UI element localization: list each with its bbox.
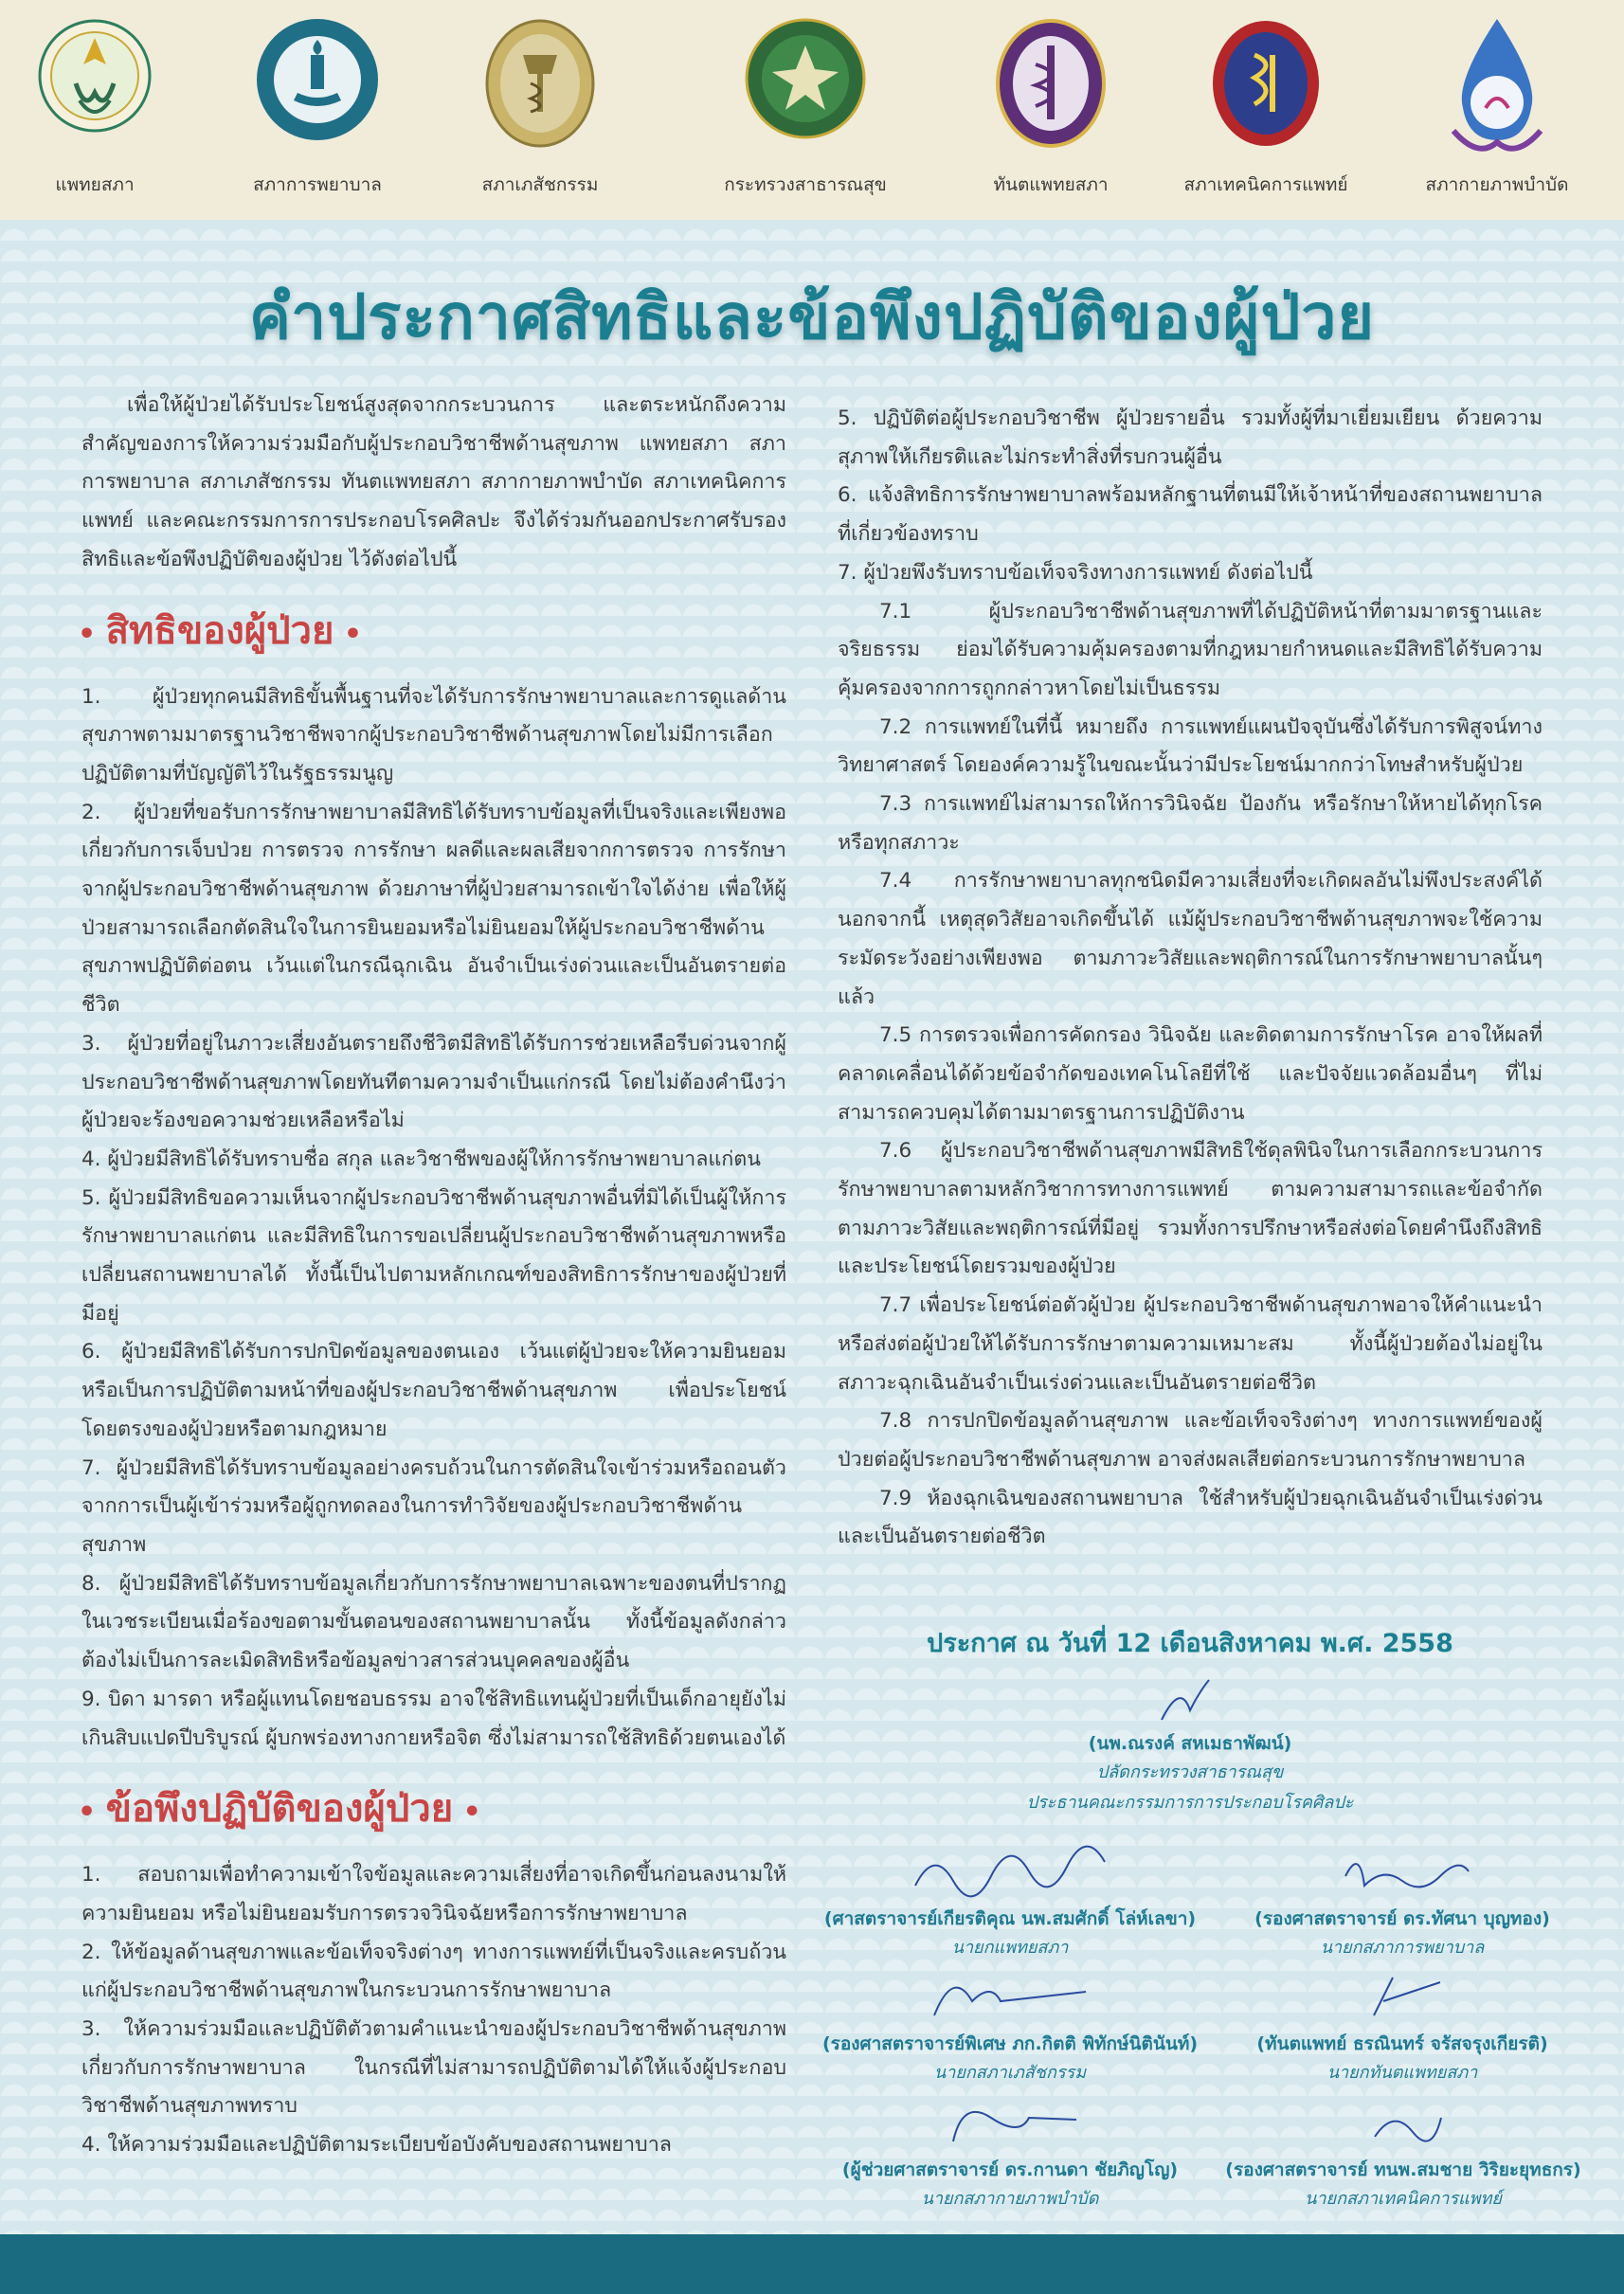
medical-technology-council-logo: [1171, 17, 1361, 207]
duties-subitem: 7.6 ผู้ประกอบวิชาชีพด้านสุขภาพมีสิทธิใช้ดุลพินิจในการเลือกกระบวนการรักษาพยาบาลตามหลักวิชาการทางการแพทย์ ตามความสามารถและข้อจำกัดตามภาวะวิสัยและพฤติการณ์ที่มีอยู่ รวมทั้งการปรึกษาหรือส่งต่อโดยคำนึงถึงสิทธิและประโยชน์โดยรวมของผู้ป่วย: [838, 1139, 1543, 1279]
duties-item: 1. สอบถามเพื่อทำความเข้าใจข้อมูลและความเสี่ยงที่อาจเกิดขึ้นก่อนลงนามให้ความยินยอม หรือไม่ยินยอมรับการตรวจวินิจฉัยหรือการรักษาพยาบาล: [81, 1863, 786, 1925]
pharmacy-council-logo: [445, 17, 635, 207]
duties-item: 5. ปฏิบัติต่อผู้ประกอบวิชาชีพ ผู้ป่วยรายอื่น รวมทั้งผู้ที่มาเยี่ยมเยียน ด้วยความสุภาพให้เกียรติและไม่กระทำสิ่งที่รบกวนผู้อื่น: [838, 406, 1543, 469]
duties-subitem: 7.1 ผู้ประกอบวิชาชีพด้านสุขภาพที่ได้ปฏิบัติหน้าที่ตามมาตรฐานและจริยธรรม ย่อมได้รับความคุ้มครองตามที่กฎหมายกำหนดและมีสิทธิได้รับความคุ้มครองจากการถูกกล่าวหาโดยไม่เป็นธรรม: [838, 599, 1543, 700]
signature-scribble: [1346, 2089, 1460, 2156]
duties-subitem: 7.3 การแพทย์ไม่สามารถให้การวินิจฉัย ป้องกัน หรือรักษาให้หายได้ทุกโรคหรือทุกสภาวะ: [838, 792, 1543, 855]
duties-subitem: 7.5 การตรวจเพื่อการคัดกรอง วินิจฉัย และติดตามการรักษาโรค อาจให้ผลที่คลาดเคลื่อนได้ด้วยข้อจำกัดของเทคโนโลยีที่ใช้ และปัจจัยแวดล้อมอื่นๆ ที่ไม่สามารถควบคุมได้ตามมาตรฐานการปฏิบัติงาน: [838, 1023, 1543, 1125]
signatory-position: นายกทันตแพทยสภา: [1326, 2063, 1478, 2083]
signatory-name: (ผู้ช่วยศาสตราจารย์ ดร.กานดา ชัยภิญโญ): [841, 2159, 1179, 2180]
rights-item: 8. ผู้ป่วยมีสิทธิได้รับทราบข้อมูลเกี่ยวกับการรักษาพยาบาลเฉพาะของตนที่ปรากฏในเวชระเบียนเมื่อร้องขอตามขั้นตอนของสถานพยาบาลนั้น ทั้งนี้ข้อมูลดังกล่าวต้องไม่เป็นการละเมิดสิทธิหรือข้อมูลข่าวสารส่วนบุคคลของผู้อื่น: [81, 1571, 786, 1673]
intro-paragraph: เพื่อให้ผู้ป่วยได้รับประโยชน์สูงสุดจากกระบวนการ และตระหนักถึงความสำคัญของการให้ความร่วมมือกับผู้ประกอบวิชาชีพด้านสุขภาพ แพทยสภา สภาการพยาบาล สภาเภสัชกรรม ทันตแพทยสภา สภากายภาพบำบัด สภาเทคนิคการแพทย์ และคณะกรรมการการประกอบโรคศิลปะ จึงได้ร่วมกันออกประกาศรับรองสิทธิและข้อพึงปฏิบัติของผู้ป่วย ไว้ดังต่อไปนี้: [81, 393, 786, 571]
logo-header: [0, 0, 1624, 220]
rights-item: 4. ผู้ป่วยมีสิทธิได้รับทราบชื่อ สกุล และวิชาชีพของผู้ให้การรักษาพยาบาลแก่ตน: [81, 1147, 761, 1171]
signatory-name: (รองศาสตราจารย์ ดร.ทัศนา บุญทอง): [1254, 1908, 1550, 1929]
duties-item: 2. ให้ข้อมูลด้านสุขภาพและข้อเท็จจริงต่างๆ ทางการแพทย์ที่เป็นจริงและครบถ้วนแก่ผู้ประกอบวิชาชีพด้านสุขภาพในกระบวนการรักษาพยาบาล: [81, 1940, 786, 2003]
signatory-position: ประธานคณะกรรมการการประกอบโรคศิลปะ: [1026, 1793, 1354, 1813]
logo-label: กระทรวงสาธารณสุข: [724, 174, 887, 195]
signature-scribble: [915, 2089, 1105, 2156]
logo-label: ทันตแพทยสภา: [993, 174, 1109, 195]
ministry-public-health-logo: [711, 17, 900, 207]
signature-block: [811, 1838, 1209, 1963]
dental-council-logo: [956, 17, 1146, 207]
signature-block: [1209, 2089, 1597, 2214]
rights-item: 5. ผู้ป่วยมีสิทธิขอความเห็นจากผู้ประกอบวิชาชีพด้านสุขภาพอื่นที่มิได้เป็นผู้ให้การรักษาพยาบาลแก่ตน และมีสิทธิในการขอเปลี่ยนผู้ประกอบวิชาชีพด้านสุขภาพหรือเปลี่ยนสถานพยาบาลได้ ทั้งนี้เป็นไปตามหลักเกณฑ์ของสิทธิการรักษาของผู้ป่วยที่มีอยู่: [81, 1185, 786, 1326]
left-column: [78, 387, 786, 2165]
medical-council-logo: [0, 17, 189, 207]
duties-subitem: 7.4 การรักษาพยาบาลทุกชนิดมีความเสี่ยงที่จะเกิดผลอันไม่พึงประสงค์ได้ นอกจากนี้ เหตุสุดวิสัยอาจเกิดขึ้นได้ แม้ผู้ประกอบวิชาชีพด้านสุขภาพจะใช้ความระมัดระวังอย่างเพียงพอ ตามภาวะวิสัยและพฤติการณ์ในการรักษาพยาบาลนั้นๆ แล้ว: [838, 869, 1543, 1009]
signatory-position: นายกสภาเภสัชกรรม: [933, 2063, 1087, 2083]
duties-heading: • ข้อพึงปฏิบัติของผู้ป่วย •: [78, 1786, 481, 1832]
signatory-name: (รองศาสตราจารย์พิเศษ ภก.กิตติ พิทักษ์นิตินันท์): [821, 2033, 1199, 2054]
signatory-name: (รองศาสตราจารย์ ทนพ.สมชาย วิริยะยุทธกร): [1225, 2159, 1581, 2180]
signature-block: [811, 2089, 1209, 2214]
signatory-position: นายกสภาการพยาบาล: [1320, 1938, 1485, 1958]
duties-subitem: 7.7 เพื่อประโยชน์ต่อตัวผู้ป่วย ผู้ประกอบวิชาชีพด้านสุขภาพอาจให้คำแนะนำหรือส่งต่อผู้ป่วยให้ได้รับการรักษาตามความเหมาะสม ทั้งนี้ผู้ป่วยต้องไม่อยู่ในสภาวะฉุกเฉินอันจำเป็นเร่งด่วนและเป็นอันตรายต่อชีวิต: [838, 1293, 1543, 1395]
duties-subitem: 7.9 ห้องฉุกเฉินของสถานพยาบาล ใช้สำหรับผู้ป่วยฉุกเฉินอันจำเป็นเร่งด่วนและเป็นอันตรายต่อชีวิต: [838, 1486, 1543, 1549]
logo-label: สภาเภสัชกรรม: [481, 174, 599, 195]
duties-item: 4. ให้ความร่วมมือและปฏิบัติตามระเบียบข้อบังคับของสถานพยาบาล: [81, 2133, 672, 2158]
right-column: [838, 400, 1543, 1557]
signature-block: [1232, 1963, 1573, 2088]
page-title: คำประกาศสิทธิและข้อพึงปฏิบัติของผู้ป่วย: [248, 280, 1376, 353]
signatory-name: (นพ.ณรงค์ สหเมธาพัฒน์): [1088, 1733, 1292, 1754]
duties-item: 7. ผู้ป่วยพึงรับทราบข้อเท็จจริงทางการแพทย์ ดังต่อไปนี้: [838, 560, 1313, 585]
rights-item: 9. บิดา มารดา หรือผู้แทนโดยชอบธรรม อาจใช้สิทธิแทนผู้ป่วยที่เป็นเด็กอายุยังไม่เกินสิบแปดปีบริบูรณ์ ผู้บกพร่องทางกายหรือจิต ซึ่งไม่สามารถใช้สิทธิด้วยตนเองได้: [81, 1687, 786, 1750]
logo-label: สภาเทคนิคการแพทย์: [1183, 174, 1348, 195]
logo-label: แพทยสภา: [55, 174, 135, 195]
signature-scribble: [896, 1838, 1124, 1905]
rights-item: 3. ผู้ป่วยที่อยู่ในภาวะเสี่ยงอันตรายถึงชีวิตมีสิทธิได้รับการช่วยเหลือรีบด่วนจากผู้ประกอบวิชาชีพด้านสุขภาพโดยทันทีตามความจำเป็นแก่กรณี โดยไม่ต้องคำนึงว่าผู้ป่วยจะร้องขอความช่วยเหลือหรือไม่: [81, 1031, 786, 1133]
signatory-position: นายกแพทยสภา: [951, 1938, 1069, 1958]
duties-item: 6. แจ้งสิทธิการรักษาพยาบาลพร้อมหลักฐานที่ตนมีให้เจ้าหน้าที่ของสถานพยาบาลที่เกี่ยวข้องทราบ: [838, 483, 1543, 547]
logo-label: สภากายภาพบำบัด: [1425, 174, 1569, 195]
duties-item: 3. ให้ความร่วมมือและปฏิบัติตัวตามคำแนะนำของผู้ประกอบวิชาชีพด้านสุขภาพเกี่ยวกับการรักษาพยาบาล ในกรณีที่ไม่สามารถปฏิบัติตามได้ให้แจ้งผู้ประกอบวิชาชีพด้านสุขภาพทราบ: [81, 2017, 786, 2119]
signatory-position: นายกสภากายภาพบำบัด: [921, 2189, 1099, 2209]
signatory-position: นายกสภาเทคนิคการแพทย์: [1305, 2189, 1502, 2209]
rights-heading: • สิทธิของผู้ป่วย •: [78, 607, 363, 653]
signature-scribble: [1326, 1838, 1478, 1905]
rights-item: 7. ผู้ป่วยมีสิทธิได้รับทราบข้อมูลอย่างครบถ้วนในการตัดสินใจเข้าร่วมหรือถอนตัวจากการเป็นผู้เข้าร่วมหรือผู้ถูกทดลองในการทำวิจัยของผู้ประกอบวิชาชีพด้านสุขภาพ: [81, 1455, 786, 1557]
signatory-position: ปลัดกระทรวงสาธารณสุข: [1096, 1762, 1284, 1782]
physical-therapy-council-logo: [1402, 17, 1592, 207]
announcement-date: ประกาศ ณ วันที่ 12 เดือนสิงหาคม พ.ศ. 2558: [927, 1629, 1453, 1658]
rights-item: 1. ผู้ป่วยทุกคนมีสิทธิขั้นพื้นฐานที่จะได้รับการรักษาพยาบาลและการดูแลด้านสุขภาพตามมาตรฐานวิชาชีพจากผู้ประกอบวิชาชีพด้านสุขภาพโดยไม่มีการเลือกปฏิบัติตามที่บัญญัติไว้ในรัฐธรรมนูญ: [81, 684, 786, 786]
rights-item: 2. ผู้ป่วยที่ขอรับการรักษาพยาบาลมีสิทธิได้รับทราบข้อมูลที่เป็นจริงและเพียงพอเกี่ยวกับการเจ็บป่วย การตรวจ การรักษา ผลดีและผลเสียจากการตรวจ การรักษาจากผู้ประกอบวิชาชีพด้านสุขภาพ ด้วยภาษาที่ผู้ป่วยสามารถเข้าใจได้ง่าย เพื่อให้ผู้ป่วยสามารถเลือกตัดสินใจในการยินยอมหรือไม่ยินยอมให้ผู้ประกอบวิชาชีพด้านสุขภาพปฏิบัติต่อตน เว้นแต่ในกรณีฉุกเฉิน อันจำเป็นเร่งด่วนและเป็นอันตรายต่อชีวิต: [81, 800, 786, 1018]
signatory-name: (ทันตแพทย์ ธรณินทร์ จรัสจรุงเกียรติ): [1256, 2033, 1548, 2054]
logo-label: สภาการพยาบาล: [253, 174, 382, 195]
signature-scribble: [1336, 1963, 1469, 2030]
signatory-name: (ศาสตราจารย์เกียรติคุณ นพ.สมศักดิ์ โล่ห์เลขา): [823, 1908, 1197, 1929]
signature-scribble: [896, 1963, 1124, 2030]
signature-block: [1232, 1838, 1573, 1963]
signature-scribble: [1133, 1672, 1247, 1729]
signature-block: [1001, 1672, 1380, 1818]
footer-bar: [0, 2234, 1624, 2294]
nursing-council-logo: [223, 17, 412, 207]
duties-subitem: 7.8 การปกปิดข้อมูลด้านสุขภาพ และข้อเท็จจริงต่างๆ ทางการแพทย์ของผู้ป่วยต่อผู้ประกอบวิชาชีพด้านสุขภาพ อาจส่งผลเสียต่อกระบวนการรักษาพยาบาล: [838, 1409, 1543, 1472]
signature-block: [811, 1963, 1209, 2088]
duties-subitem: 7.2 การแพทย์ในที่นี้ หมายถึง การแพทย์แผนปัจจุบันซึ่งได้รับการพิสูจน์ทางวิทยาศาสตร์ โดยองค์ความรู้ในขณะนั้นว่ามีประโยชน์มากกว่าโทษสำหรับผู้ป่วย: [838, 714, 1543, 778]
rights-item: 6. ผู้ป่วยมีสิทธิได้รับการปกปิดข้อมูลของตนเอง เว้นแต่ผู้ป่วยจะให้ความยินยอมหรือเป็นการปฏิบัติตามหน้าที่ของผู้ประกอบวิชาชีพด้านสุขภาพ เพื่อประโยชน์โดยตรงของผู้ป่วยหรือตามกฎหมาย: [81, 1340, 786, 1441]
